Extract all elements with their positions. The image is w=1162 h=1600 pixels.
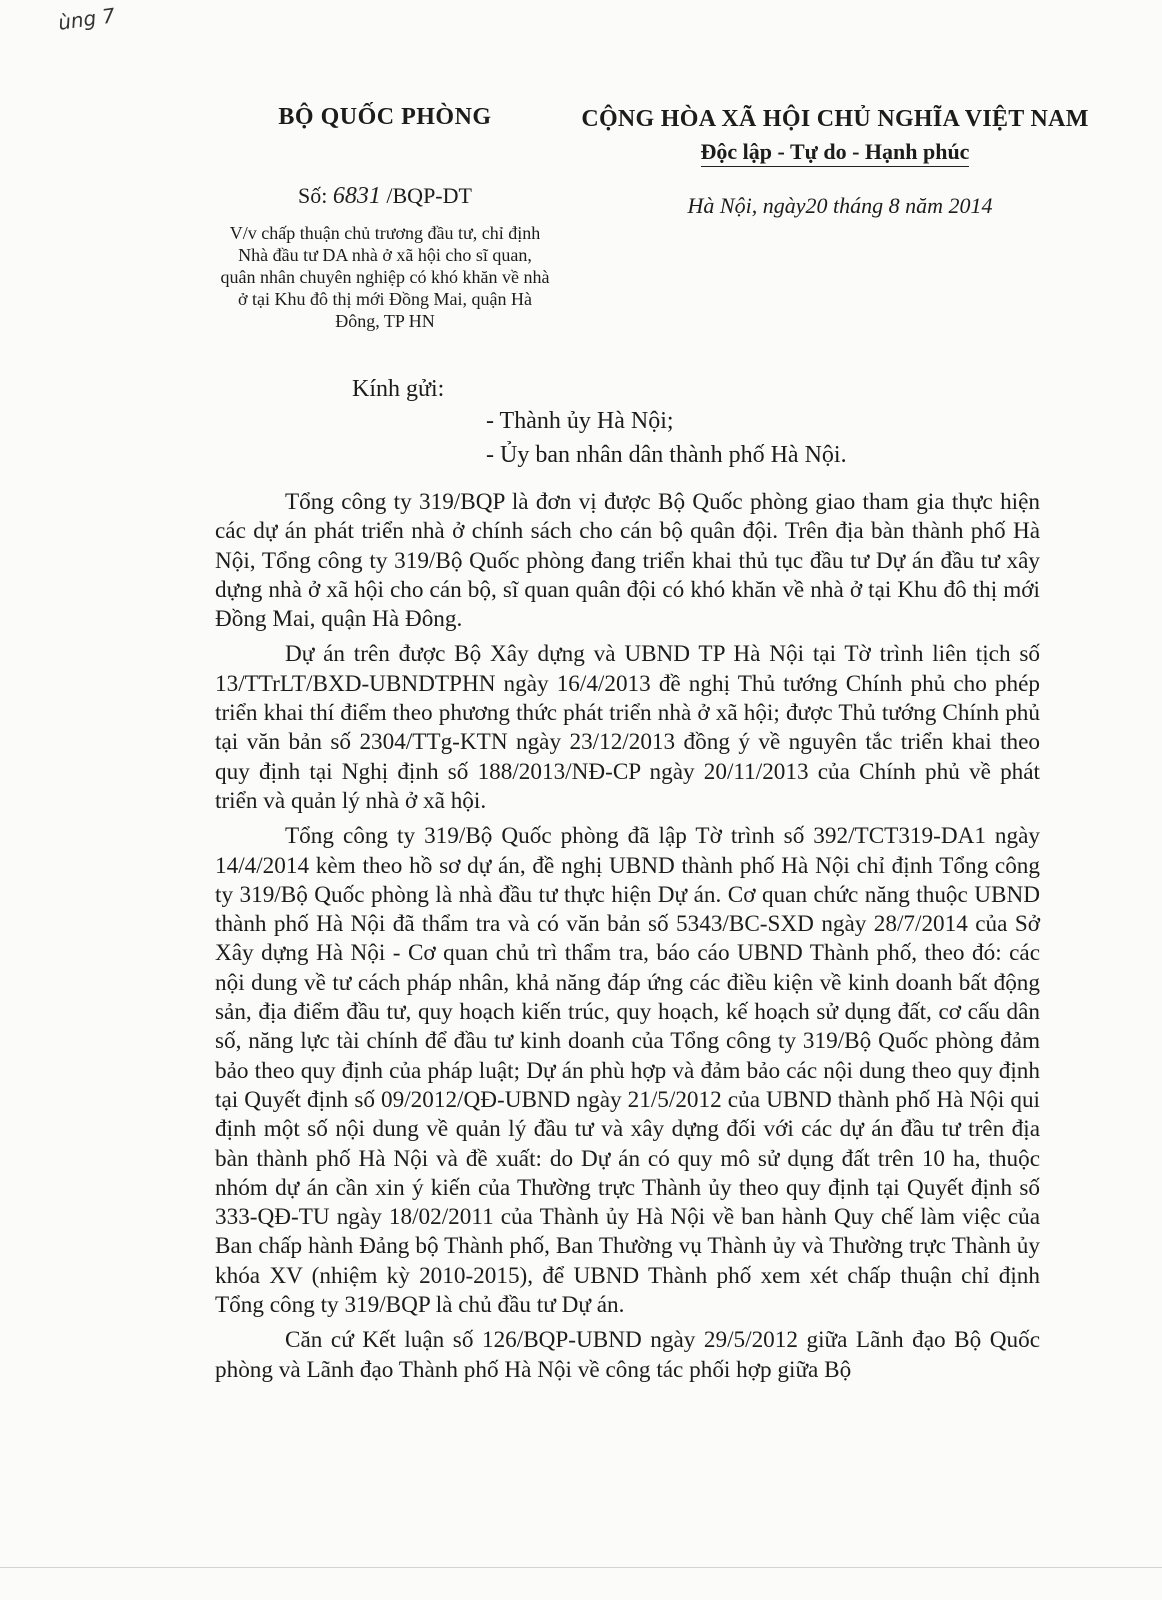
- date-day-handwritten: 20: [805, 193, 828, 218]
- body-paragraph: Dự án trên được Bộ Xây dựng và UBND TP Hà Nội tại Tờ trình liên tịch số 13/TTrLT/BXD-UBNDTPHN ngày 16/4/2013 đề nghị Thủ tướng Chính phủ cho phép triển khai thí điểm theo phương thức phát triển nhà ở xã hội; được Thủ tướng Chính phủ tại văn bản số 2304/TTg-KTN ngày 23/12/2013 đồng ý về nguyên tắc triển khai theo quy định tại Nghị định số 188/2013/NĐ-CP ngày 20/11/2013 của Chính phủ về phát triển và quản lý nhà ở xã hội.: [215, 641, 1040, 814]
- body-paragraph: Tổng công ty 319/Bộ Quốc phòng đã lập Tờ trình số 392/TCT319-DA1 ngày 14/4/2014 kèm theo hồ sơ dự án, đề nghị UBND thành phố Hà Nội chỉ định Tổng công ty 319/Bộ Quốc phòng là nhà đầu tư thực hiện Dự án. Cơ quan chức năng thuộc UBND thành phố Hà Nội đã thẩm tra và có văn bản số 5343/BC-SXD ngày 28/7/2014 của Sở Xây dựng Hà Nội - Cơ quan chủ trì thẩm tra, báo cáo UBND Thành phố, theo đó: các nội dung về tư cách pháp nhân, khả năng đáp ứng các điều kiện về kinh doanh bất động sản, địa điểm đầu tư, quy hoạch kiến trúc, quy hoạch, kế hoạch sử dụng đất, cơ cấu dân số, năng lực tài chính để đầu tư kinh doanh của Tổng công ty 319/Bộ Quốc phòng đảm bảo theo quy định của pháp luật; Dự án phù hợp và đảm bảo các nội dung theo quy định tại Quyết định số 09/2012/QĐ-UBND ngày 21/5/2012 của UBND thành phố Hà Nội qui định một số nội dung về quản lý đầu tư và xây dựng đối với các dự án đầu tư trên địa bàn thành phố Hà Nội và đề xuất: do Dự án có quy mô sử dụng đất trên 10 ha, thuộc nhóm dự án cần xin ý kiến của Thường trực Thành ủy theo quy định tại Quyết định số 333-QĐ-TU ngày 18/02/2011 của Thành ủy Hà Nội về ban hành Quy chế làm việc của Ban chấp hành Đảng bộ Thành phố, Ban Thường vụ Thành ủy và Thường trực Thành ủy khóa XV (nhiệm kỳ 2010-2015), để UBND Thành phố xem xét chấp thuận chỉ định Tổng công ty 319/BQP là chủ đầu tư Dự án.: [215, 823, 1040, 1319]
- recipient-list: [486, 404, 847, 472]
- date-suffix: tháng 8 năm 2014: [832, 193, 993, 218]
- body-paragraph: Căn cứ Kết luận số 126/BQP-UBND ngày 29/5/2012 giữa Lãnh đạo Bộ Quốc phòng và Lãnh đạo Thành phố Hà Nội về công tác phối hợp giữa Bộ: [215, 1327, 1040, 1383]
- doc-number-suffix: /BQP-DT: [386, 183, 472, 208]
- scan-edge-line: [0, 1567, 1162, 1568]
- date-prefix: Hà Nội, ngày: [687, 193, 806, 218]
- doc-number-handwritten: 6831: [332, 183, 381, 209]
- document-date: [570, 193, 1100, 219]
- handwritten-note: ùng 7: [56, 3, 117, 35]
- right-header: [570, 106, 1100, 219]
- national-title: CỘNG HÒA XÃ HỘI CHỦ NGHĨA VIỆT NAM: [581, 106, 1089, 132]
- document-subject: V/v chấp thuận chủ trương đầu tư, chỉ định Nhà đầu tư DA nhà ở xã hội cho sĩ quan, quân nhân chuyên nghiệp có khó khăn về nhà ở tại Khu đô thị mới Đồng Mai, quận Hà Đông, TP HN: [220, 223, 550, 331]
- left-header: [205, 104, 565, 332]
- recipient-item: - Thành ủy Hà Nội;: [486, 408, 674, 434]
- doc-number-prefix: Số:: [298, 183, 328, 208]
- body-paragraph: Tổng công ty 319/BQP là đơn vị được Bộ Quốc phòng giao tham gia thực hiện các dự án phát triển nhà ở chính sách cho cán bộ quân đội. Trên địa bàn thành phố Hà Nội, Tổng công ty 319/Bộ Quốc phòng đang triển khai thủ tục đầu tư Dự án đầu tư xây dựng nhà ở xã hội cho cán bộ, sĩ quan quân đội có khó khăn về nhà ở tại Khu đô thị mới Đồng Mai, quận Hà Đông.: [215, 489, 1040, 633]
- national-motto: Độc lập - Tự do - Hạnh phúc: [701, 139, 970, 167]
- issuing-agency: BỘ QUỐC PHÒNG: [278, 104, 492, 130]
- document-number: [205, 183, 565, 210]
- recipient-item: - Ủy ban nhân dân thành phố Hà Nội.: [486, 442, 847, 468]
- body-text: [215, 488, 1040, 1391]
- salutation: Kính gửi:: [352, 376, 445, 402]
